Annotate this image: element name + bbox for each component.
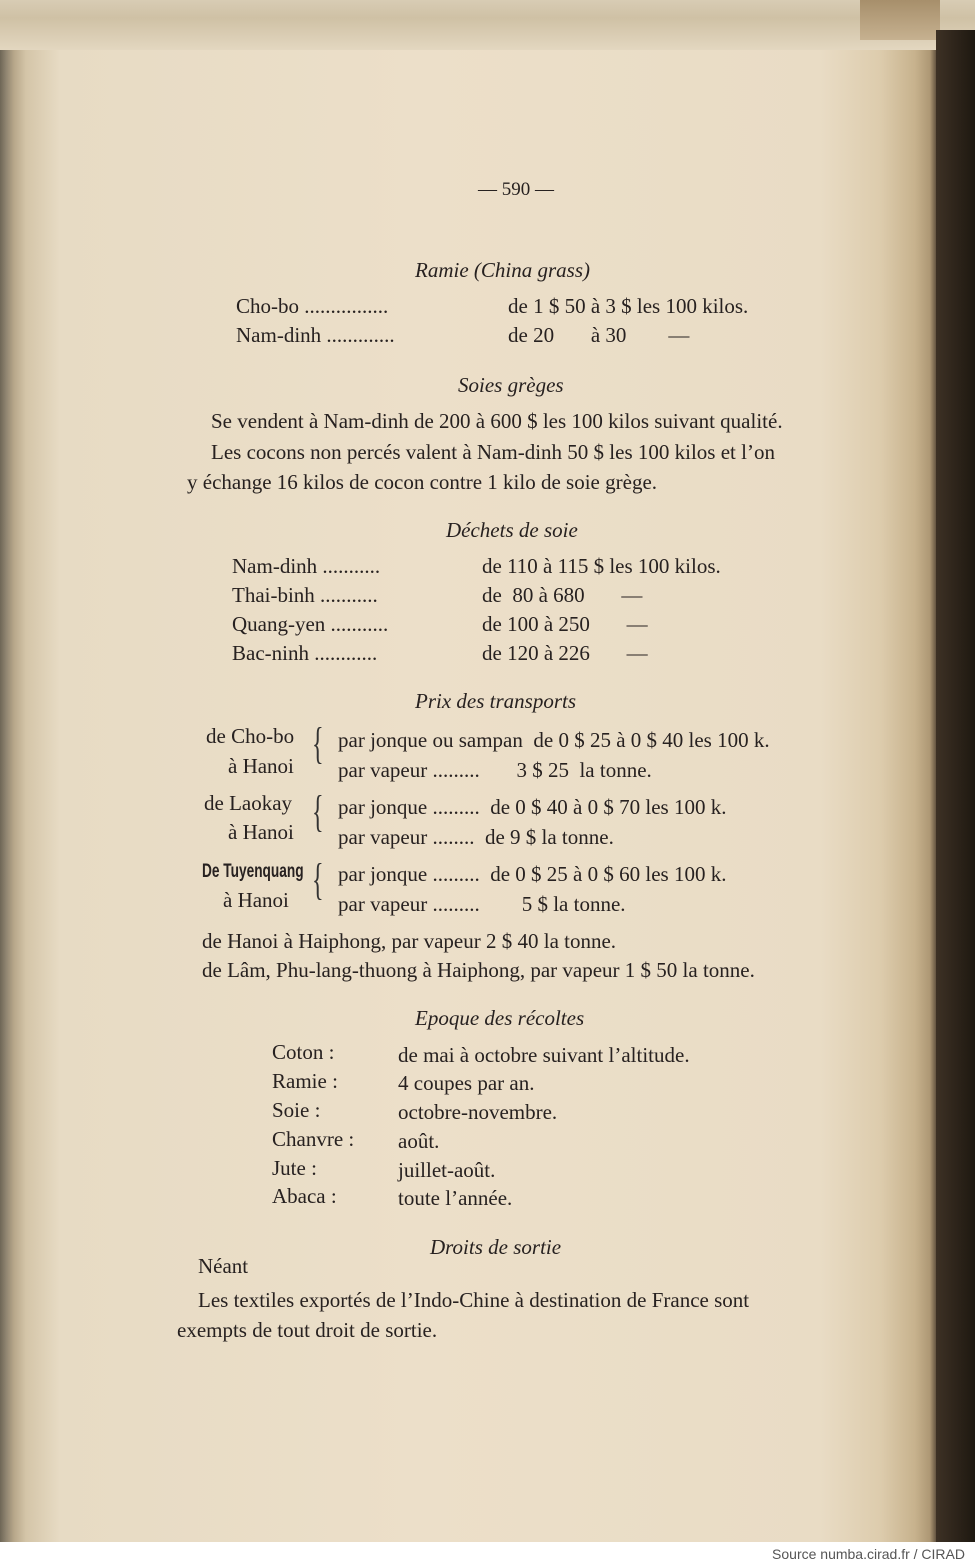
dechets-range: de 100 à 250 — [482,612,648,636]
transport-from: De Tuyenquang [202,861,304,882]
crop-season: juillet-août. [398,1158,496,1182]
ramie-place: Nam-dinh ............. [236,323,395,347]
crop-season: 4 coupes par an. [398,1071,535,1095]
crop-name: Soie : [272,1098,321,1122]
epoque-heading: Epoque des récoltes [415,1006,585,1030]
crop-name: Jute : [272,1156,317,1180]
dechets-heading: Déchets de soie [446,518,578,542]
soies-line: Les cocons non percés valent à Nam-dinh 50 $ les 100 kilos et l’on [211,440,775,464]
transport-to: à Hanoi [228,820,294,844]
transport-line: par jonque ......... de 0 $ 25 à 0 $ 60 les 100 k. [338,862,727,886]
soies-heading: Soies grèges [458,373,564,397]
transport-to: à Hanoi [228,754,294,778]
dechets-place: Quang-yen ........... [232,612,389,636]
transport-extra: de Lâm, Phu-lang-thuong à Haiphong, par vapeur 1 $ 50 la tonne. [202,958,755,982]
source-credit: Source numba.cirad.fr / CIRAD [772,1546,965,1562]
transport-line: par vapeur ......... 5 $ la tonne. [338,892,626,916]
soies-line: y échange 16 kilos de cocon contre 1 kilo de soie grège. [187,470,658,494]
dechets-place: Thai-binh ........... [232,583,378,607]
crop-name: Chanvre : [272,1127,355,1151]
dechets-range: de 110 à 115 $ les 100 kilos. [482,554,721,578]
transports-heading: Prix des transports [415,689,577,713]
transport-from: de Laokay [204,791,293,815]
transport-to: à Hanoi [223,888,289,912]
dechets-range: de 80 à 680 — [482,583,643,607]
brace-glyph: { [312,855,324,904]
transport-extra: de Hanoi à Haiphong, par vapeur 2 $ 40 la tonne. [202,929,617,953]
droits-heading: Droits de sortie [430,1235,562,1259]
crop-season: août. [398,1129,440,1153]
brace-glyph: { [312,719,324,768]
crop-name: Abaca : [272,1184,337,1208]
dechets-place: Bac-ninh ............ [232,641,378,665]
source-footer [0,1542,975,1566]
ramie-heading: Ramie (China grass) [415,258,590,282]
soies-line: Se vendent à Nam-dinh de 200 à 600 $ les 100 kilos suivant qualité. [211,409,783,433]
transport-line: par vapeur ........ de 9 $ la tonne. [338,825,614,849]
book-binding-shadow [936,30,975,1542]
page-edge-top [0,0,975,50]
page-number: — 590 — [478,179,554,200]
crop-name: Ramie : [272,1069,338,1093]
droits-line: exempts de tout droit de sortie. [177,1318,438,1342]
page-stack-edge [860,0,940,40]
transport-line: par vapeur ......... 3 $ 25 la tonne. [338,758,652,782]
dechets-range: de 120 à 226 — [482,641,648,665]
ramie-place: Cho-bo ................ [236,294,389,318]
ramie-range: de 1 $ 50 à 3 $ les 100 kilos. [508,294,749,318]
crop-season: octobre-novembre. [398,1100,558,1124]
dechets-place: Nam-dinh ........... [232,554,381,578]
droits-line: Les textiles exportés de l’Indo-Chine à destination de France sont [198,1288,750,1312]
transport-from: de Cho-bo [206,724,295,748]
crop-season: toute l’année. [398,1186,513,1210]
crop-season: de mai à octobre suivant l’altitude. [398,1043,690,1067]
crop-name: Coton : [272,1040,335,1064]
brace-glyph: { [312,787,324,836]
ramie-range: de 20 à 30 — [508,323,690,347]
transport-line: par jonque ou sampan de 0 $ 25 à 0 $ 40 les 100 k. [338,728,770,752]
droits-line: Néant [198,1254,249,1278]
transport-line: par jonque ......... de 0 $ 40 à 0 $ 70 les 100 k. [338,795,727,819]
